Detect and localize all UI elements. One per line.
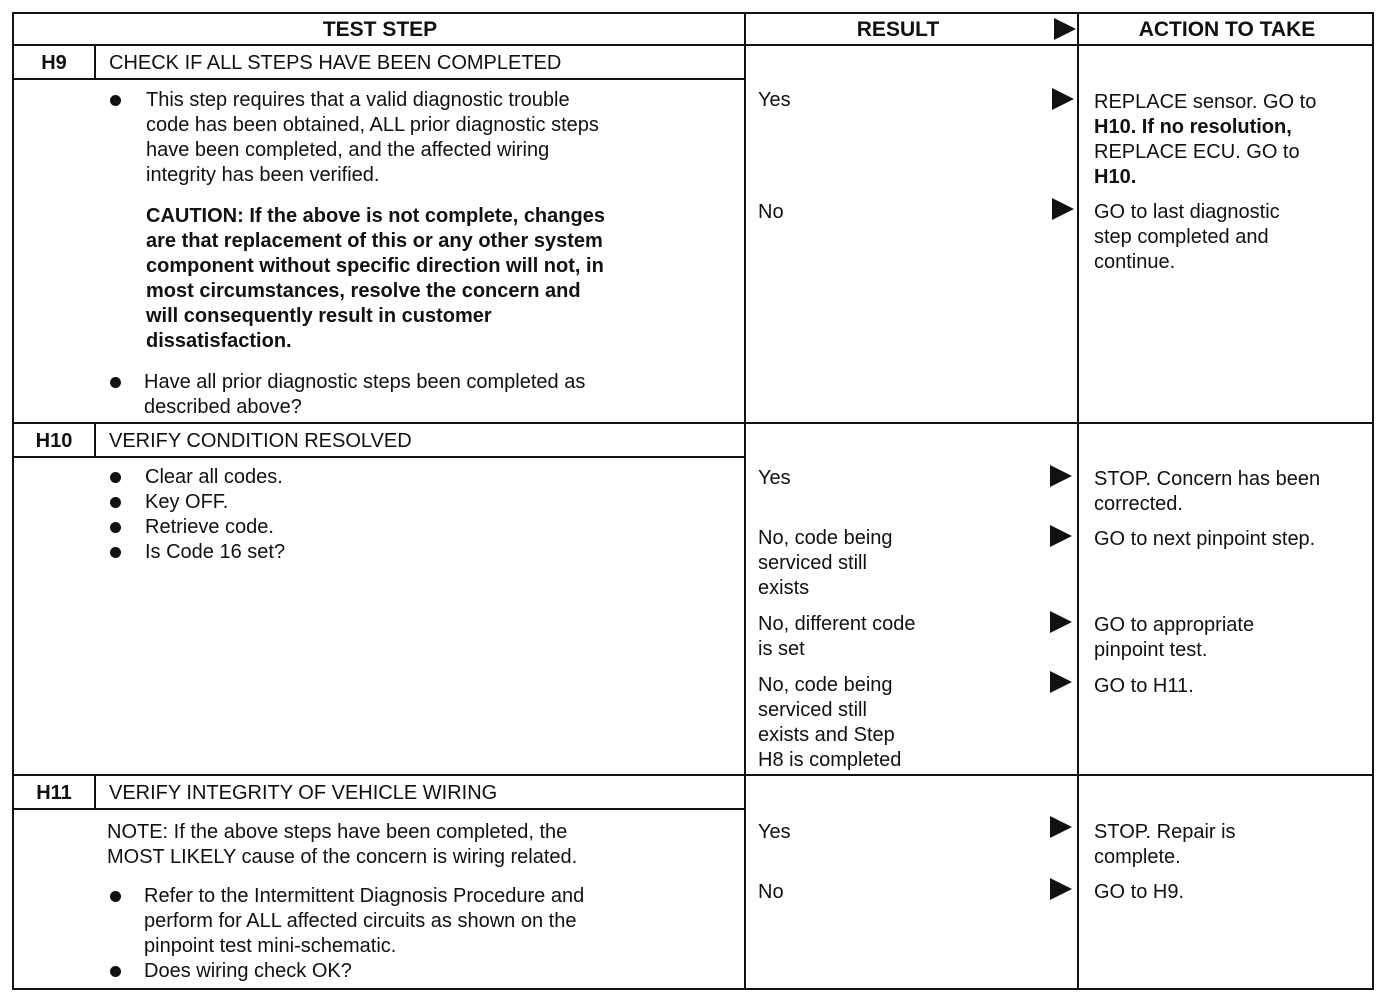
- header-action: ACTION TO TAKE: [1138, 18, 1316, 41]
- h11-action-yes: [1094, 820, 1370, 870]
- arrow-icon: [1050, 878, 1072, 900]
- h10-action-no-serviced: [1094, 527, 1370, 552]
- text-line: are that replacement of this or any other system: [146, 230, 603, 252]
- h9-bullet1: [146, 88, 736, 188]
- text-line: code has been obtained, ALL prior diagnostic steps: [146, 114, 599, 136]
- h10-action-no-different: [1094, 613, 1370, 663]
- text-line: REPLACE sensor. GO to: [1094, 91, 1317, 113]
- text-line: component without specific direction will not, in: [146, 255, 604, 277]
- step-title-h11: VERIFY INTEGRITY OF VEHICLE WIRING: [96, 776, 746, 810]
- text-line: GO to appropriate: [1094, 614, 1255, 636]
- text-line: NOTE: If the above steps have been completed, the: [107, 821, 568, 843]
- h10-bullet: Is Code 16 set?: [145, 541, 286, 563]
- text-line: GO to H9.: [1094, 881, 1185, 903]
- text-line: exists: [758, 577, 810, 599]
- text-line: REPLACE ECU. GO to: [1094, 141, 1300, 163]
- text-line: H10.: [1094, 166, 1137, 188]
- h10-result-yes: [758, 466, 791, 491]
- step-id-h11: H11: [14, 776, 96, 810]
- step-id-h9: H9: [14, 46, 96, 80]
- text-line: complete.: [1094, 846, 1181, 868]
- h9-bullet2: [144, 370, 736, 420]
- step-id-h10: H10: [14, 424, 96, 458]
- arrow-icon: [1050, 465, 1072, 487]
- h10-action-yes: [1094, 467, 1370, 517]
- text-line: GO to next pinpoint step.: [1094, 528, 1316, 550]
- text-line: Yes: [758, 467, 791, 489]
- text-line: pinpoint test.: [1094, 639, 1208, 661]
- h11-result-yes: [758, 820, 791, 845]
- h11-note: [107, 820, 737, 870]
- column-divider-result: [744, 14, 746, 988]
- text-line: MOST LIKELY cause of the concern is wiring related.: [107, 846, 578, 868]
- text-line: Yes: [758, 821, 791, 843]
- header-result: RESULT: [856, 18, 940, 41]
- text-line: pinpoint test mini-schematic.: [144, 935, 397, 957]
- column-divider-action: [1077, 14, 1079, 988]
- header-test-step: TEST STEP: [322, 18, 438, 41]
- header-arrow-icon: [1054, 18, 1076, 40]
- h10-bullet: Clear all codes.: [145, 466, 283, 488]
- text-line: Have all prior diagnostic steps been completed as: [144, 371, 586, 393]
- text-line: perform for ALL affected circuits as shown on the: [144, 910, 577, 932]
- text-line: STOP. Concern has been: [1094, 468, 1321, 490]
- h10-result-no-h8: [758, 673, 901, 773]
- step-title-h10: VERIFY CONDITION RESOLVED: [96, 424, 746, 458]
- text-line: No, different code: [758, 613, 916, 635]
- h9-caution: [146, 204, 738, 354]
- text-line: dissatisfaction.: [146, 330, 292, 352]
- text-line: CAUTION: If the above is not complete, changes: [146, 205, 605, 227]
- text-line: No, code being: [758, 527, 893, 549]
- text-line: will consequently result in customer: [146, 305, 492, 327]
- bullet-icon: [108, 469, 124, 485]
- h10-result-no-different: [758, 612, 916, 662]
- text-line: H8 is completed: [758, 749, 902, 771]
- text-line: No, code being: [758, 674, 893, 696]
- text-line: integrity has been verified.: [146, 164, 380, 186]
- text-line: No: [758, 881, 784, 903]
- text-line: continue.: [1094, 251, 1176, 273]
- bullet-icon: [108, 92, 124, 108]
- text-line: step completed and: [1094, 226, 1269, 248]
- h11-result-no: [758, 880, 784, 905]
- h9-action-no: [1094, 200, 1370, 275]
- table-header: [14, 14, 1372, 46]
- h10-bullet: Key OFF.: [145, 491, 229, 513]
- text-line: GO to last diagnostic: [1094, 201, 1280, 223]
- text-line: corrected.: [1094, 493, 1183, 515]
- h10-bullet: Retrieve code.: [145, 516, 274, 538]
- bullet-icon: [108, 963, 124, 979]
- h10-action-no-h8: [1094, 674, 1370, 699]
- text-line: This step requires that a valid diagnostic trouble: [146, 89, 570, 111]
- text-line: most circumstances, resolve the concern and: [146, 280, 581, 302]
- text-line: STOP. Repair is: [1094, 821, 1236, 843]
- text-line: serviced still: [758, 699, 867, 721]
- text-line: Refer to the Intermittent Diagnosis Procedure and: [144, 885, 585, 907]
- text-line: have been completed, and the affected wiring: [146, 139, 550, 161]
- h10-result-no-serviced: [758, 526, 893, 601]
- text-line: Yes: [758, 89, 791, 111]
- h9-action-yes: [1094, 90, 1370, 190]
- h11-action-no: [1094, 880, 1370, 905]
- text-line: No: [758, 201, 784, 223]
- h9-result-no: [758, 200, 784, 225]
- step-title-h9: CHECK IF ALL STEPS HAVE BEEN COMPLETED: [96, 46, 746, 80]
- bullet-icon: [108, 374, 124, 390]
- bullet-icon: [108, 519, 124, 535]
- pinpoint-test-table: [12, 12, 1374, 990]
- h11-bullet1: [144, 884, 736, 959]
- text-line: Does wiring check OK?: [144, 960, 352, 982]
- text-line: GO to H11.: [1094, 675, 1194, 697]
- arrow-icon: [1052, 88, 1074, 110]
- h9-result-yes: [758, 88, 791, 113]
- bullet-icon: [108, 888, 124, 904]
- text-line: is set: [758, 638, 805, 660]
- h11-bullet2: [144, 959, 736, 984]
- bullet-icon: [108, 494, 124, 510]
- bullet-icon: [108, 544, 124, 560]
- text-line: H10. If no resolution,: [1094, 116, 1292, 138]
- arrow-icon: [1050, 671, 1072, 693]
- arrow-icon: [1050, 611, 1072, 633]
- arrow-icon: [1052, 198, 1074, 220]
- arrow-icon: [1050, 816, 1072, 838]
- arrow-icon: [1050, 525, 1072, 547]
- text-line: exists and Step: [758, 724, 895, 746]
- text-line: serviced still: [758, 552, 867, 574]
- text-line: described above?: [144, 396, 302, 418]
